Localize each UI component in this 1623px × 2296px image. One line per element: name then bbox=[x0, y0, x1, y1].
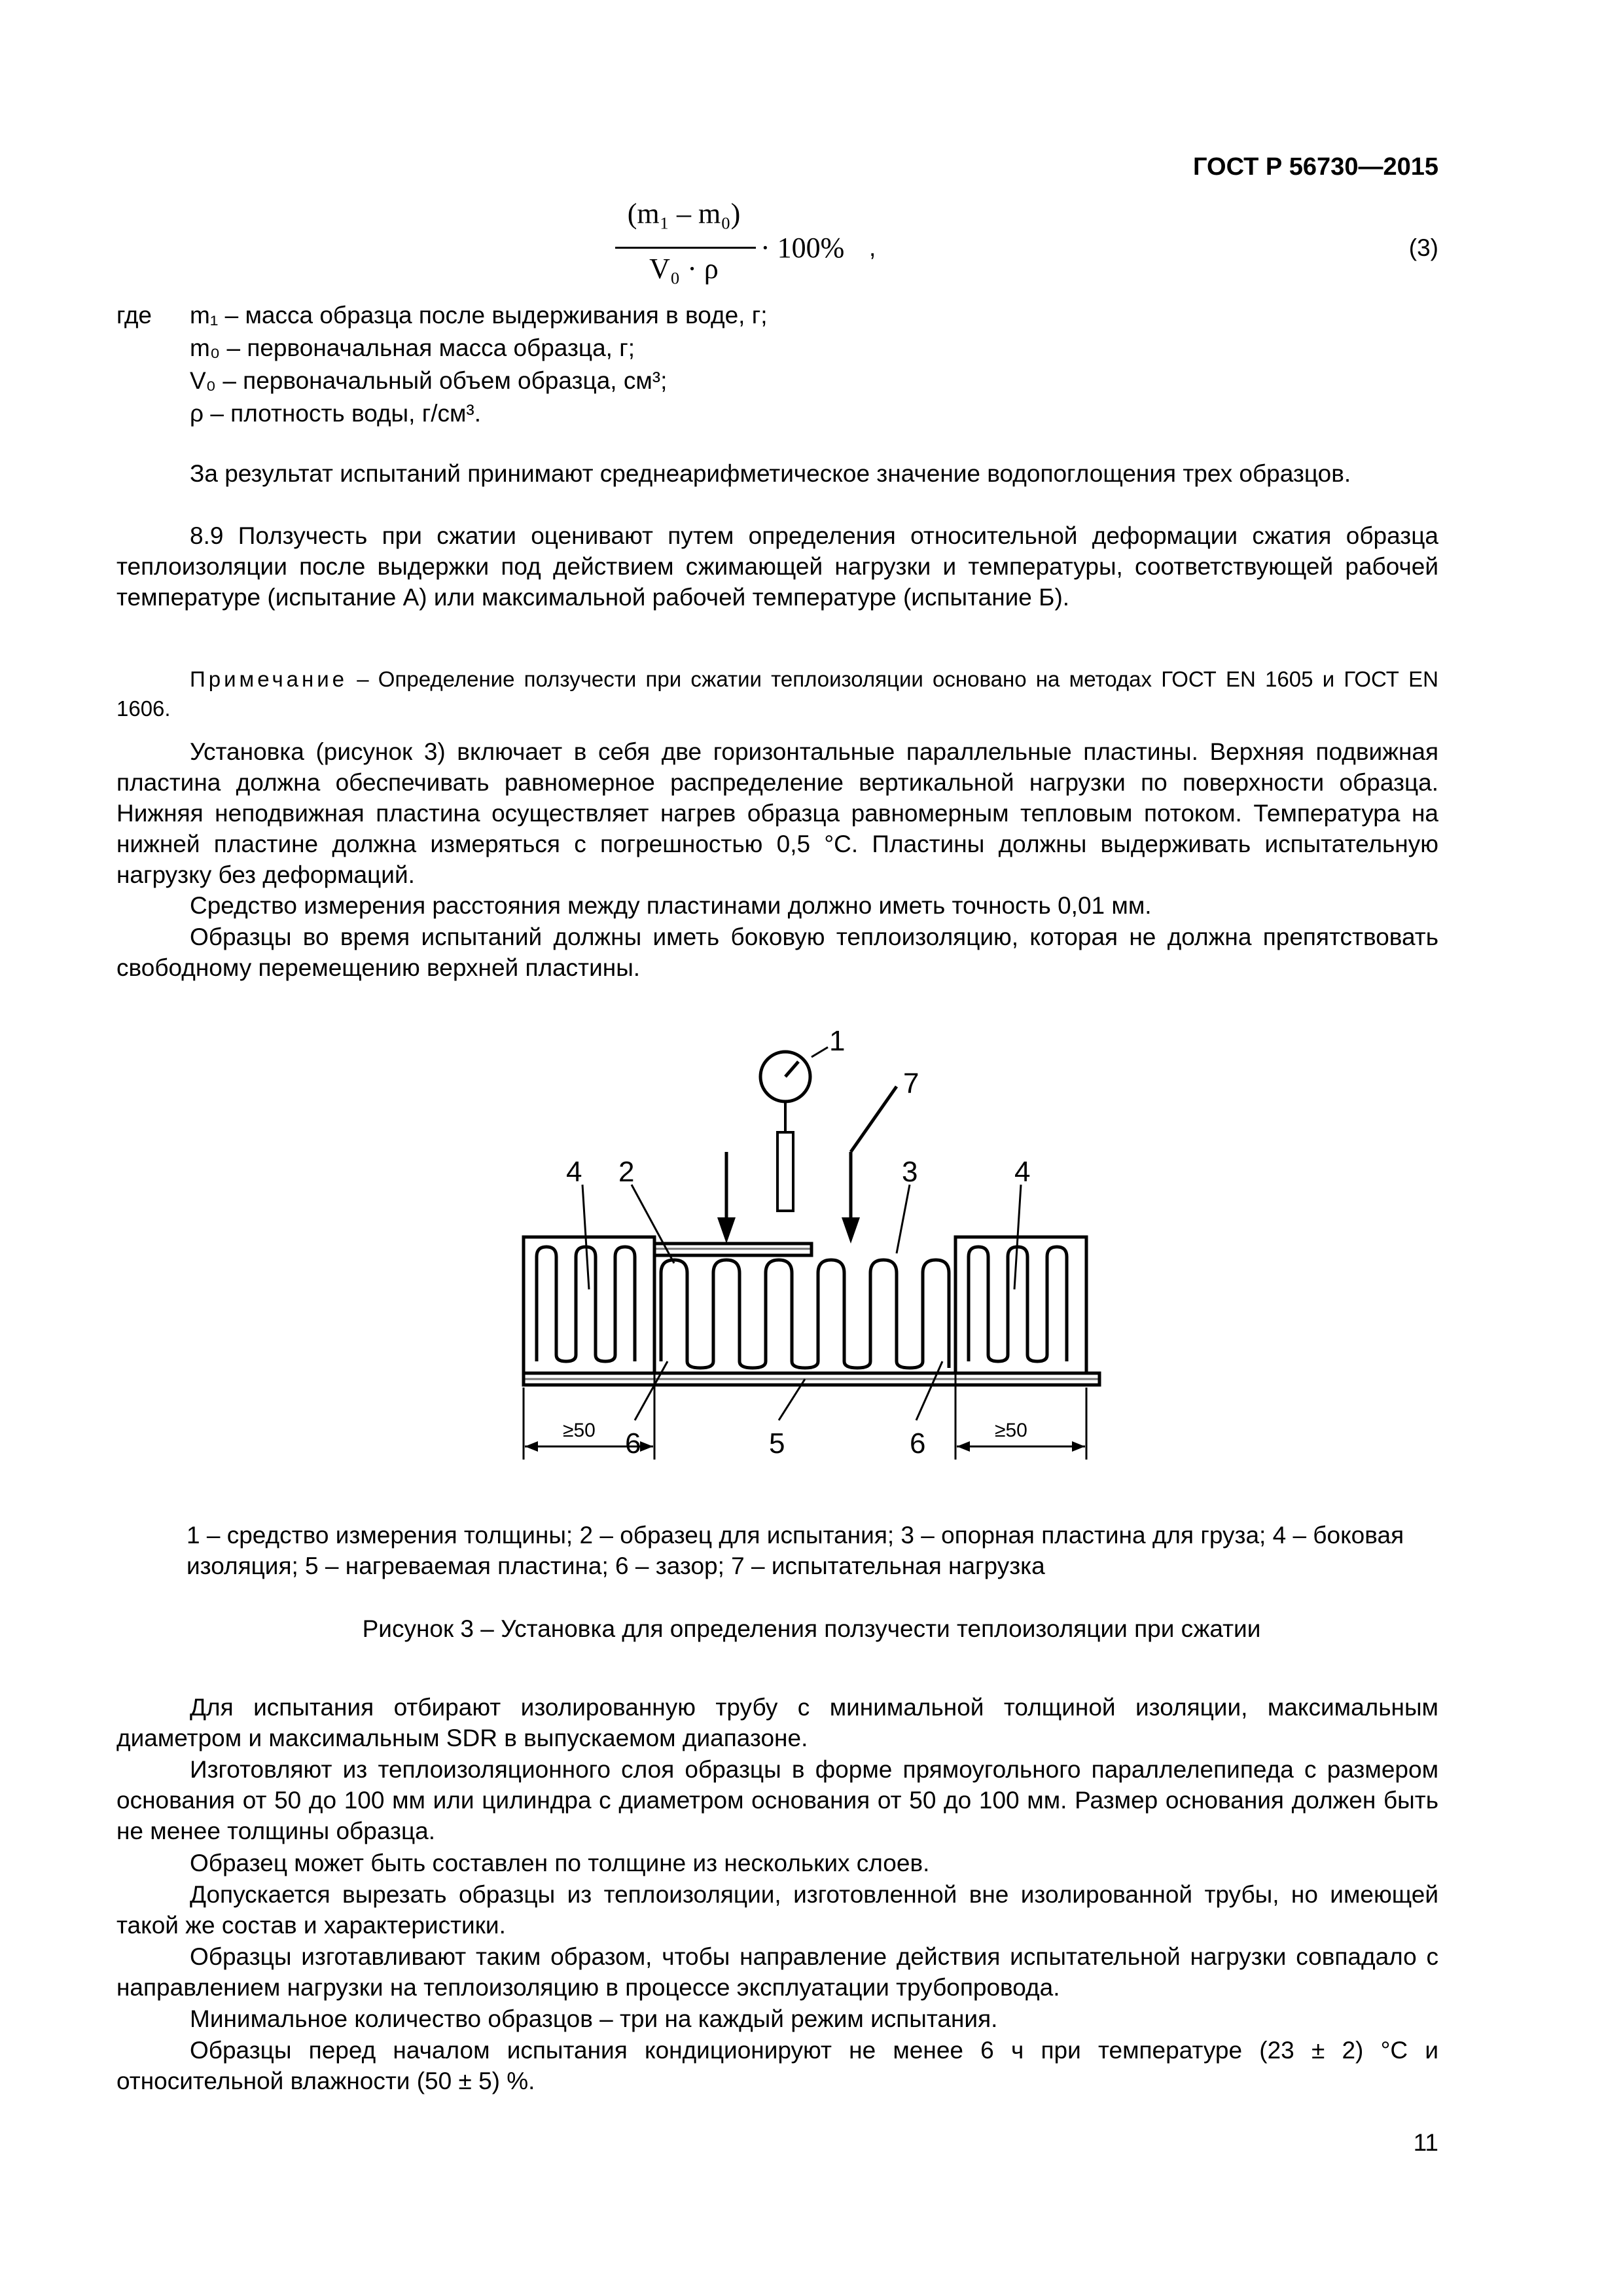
note bbox=[116, 664, 1438, 723]
figure-drawing bbox=[510, 1028, 1113, 1486]
section-8-9-paragraph: 8.9 Ползучесть при сжатии оценивают путем определения относительной деформации сжатия образца теплоизоляции после выдержки под действием сжимающей нагрузки и температуры, соответствующей рабочей температуре (испытание А) или максимальной рабочей температуре (испытание Б). bbox=[116, 522, 1438, 611]
paragraph: Образцы во время испытаний должны иметь боковую теплоизоляцию, которая не должна препятствовать свободному перемещению верхней пластины. bbox=[116, 924, 1438, 981]
formula-denominator: V₀ · ρ bbox=[649, 253, 719, 285]
label-6-right: 6 bbox=[910, 1427, 926, 1460]
load-arrows bbox=[726, 1086, 897, 1224]
label-4-right: 4 bbox=[1014, 1156, 1031, 1188]
paragraph: Допускается вырезать образцы из теплоизоляции, изготовленной вне изолированной трубы, но имеющей такой же состав и характеристики. bbox=[116, 1881, 1438, 1939]
label-2: 2 bbox=[618, 1156, 635, 1188]
variable-item: V₀ – первоначальный объем образца, см³; bbox=[190, 367, 668, 394]
paragraph: Изготовляют из теплоизоляционного слоя образцы в форме прямоугольного параллелепипеда с размером основания от 50 до 100 мм или цилиндра с диаметром основания от 50 до 100 мм. Размер основания должен быть не менее толщины образца. bbox=[116, 1756, 1438, 1844]
page-number: 11 bbox=[1413, 2129, 1438, 2156]
formula bbox=[609, 193, 923, 298]
paragraph: Установка (рисунок 3) включает в себя две горизонтальные параллельные пластины. Верхняя подвижная пластина должна обеспечивать равномерное распределение вертикальной нагрузки по поверхности образца. Нижняя неподвижная пластина осуществляет нагрев образца равномерным тепловым потоком. Температура на нижней пластине должна измеряться с погрешностью 0,5 °С. Пластины должны выдерживать испытательную нагрузку без деформаций. bbox=[116, 738, 1438, 888]
paragraph: За результат испытаний принимают среднеарифметическое значение водопоглощения трех образцов. bbox=[190, 460, 1351, 487]
variable-list bbox=[190, 300, 768, 431]
paragraph: Минимальное количество образцов – три на каждый режим испытания. bbox=[190, 2005, 998, 2032]
measuring-rod bbox=[777, 1132, 793, 1211]
paragraph: Образцы перед началом испытания кондиционируют не менее 6 ч при температуре (23 ± 2) °С и относительной влажности (50 ± 5) %. bbox=[116, 2037, 1438, 2094]
arrow-head bbox=[842, 1217, 860, 1244]
formula-numerator: (m₁ – m₀) bbox=[627, 198, 741, 230]
formula-comma: , bbox=[869, 234, 876, 261]
paragraph: Средство измерения расстояния между пластинами должно иметь точность 0,01 мм. bbox=[190, 892, 1152, 919]
variable-item: ρ – плотность воды, г/см³. bbox=[190, 400, 482, 427]
label-6-left: 6 bbox=[625, 1427, 641, 1460]
note-label: Примечание bbox=[190, 667, 348, 691]
label-7: 7 bbox=[903, 1067, 919, 1100]
test-sample bbox=[661, 1260, 949, 1368]
figure-3 bbox=[510, 1028, 1113, 1486]
equation-number: (3) bbox=[1408, 234, 1438, 261]
paragraph: Образец может быть составлен по толщине из нескольких слоев. bbox=[190, 1850, 930, 1876]
dimension-left: ≥50 bbox=[563, 1420, 596, 1441]
figure-legend: 1 – средство измерения толщины; 2 – образец для испытания; 3 – опорная пластина для груза; 4 – боковая изоляция; 5 – нагреваемая пластина; 6 – зазор; 7 – испытательная нагрузка bbox=[187, 1522, 1404, 1579]
paragraph: Образцы изготавливают таким образом, чтобы направление действия испытательной нагрузки совпадало с направлением нагрузки на теплоизоляцию в процессе эксплуатации трубопровода. bbox=[116, 1943, 1438, 2001]
label-4-left: 4 bbox=[566, 1156, 582, 1188]
label-5: 5 bbox=[769, 1427, 785, 1460]
fraction-bar bbox=[615, 247, 756, 249]
figure-title: Рисунок 3 – Установка для определения ползучести теплоизоляции при сжатии bbox=[362, 1615, 1261, 1642]
side-insulation-right-pattern bbox=[969, 1247, 1067, 1361]
variable-item: m₁ – масса образца после выдерживания в воде, г; bbox=[190, 302, 768, 329]
paragraph: Для испытания отбирают изолированную трубу с минимальной толщиной изоляции, максимальным диаметром и максимальным SDR в выпускаемом диапазоне. bbox=[116, 1694, 1438, 1751]
side-insulation-left-pattern bbox=[537, 1247, 635, 1361]
note-text: – Определение ползучести при сжатии теплоизоляции основано на методах ГОСТ EN 1605 и ГОСТ EN 1606. bbox=[116, 667, 1438, 721]
where-lead: где bbox=[116, 302, 152, 329]
label-3: 3 bbox=[902, 1156, 918, 1188]
document-header: ГОСТ Р 56730—2015 bbox=[1193, 153, 1438, 181]
formula-multiplier: · 100% bbox=[760, 232, 845, 264]
arrow-head bbox=[717, 1217, 736, 1244]
label-1: 1 bbox=[829, 1028, 846, 1057]
dimension-right: ≥50 bbox=[995, 1420, 1027, 1441]
variable-item: m₀ – первоначальная масса образца, г; bbox=[190, 334, 635, 361]
